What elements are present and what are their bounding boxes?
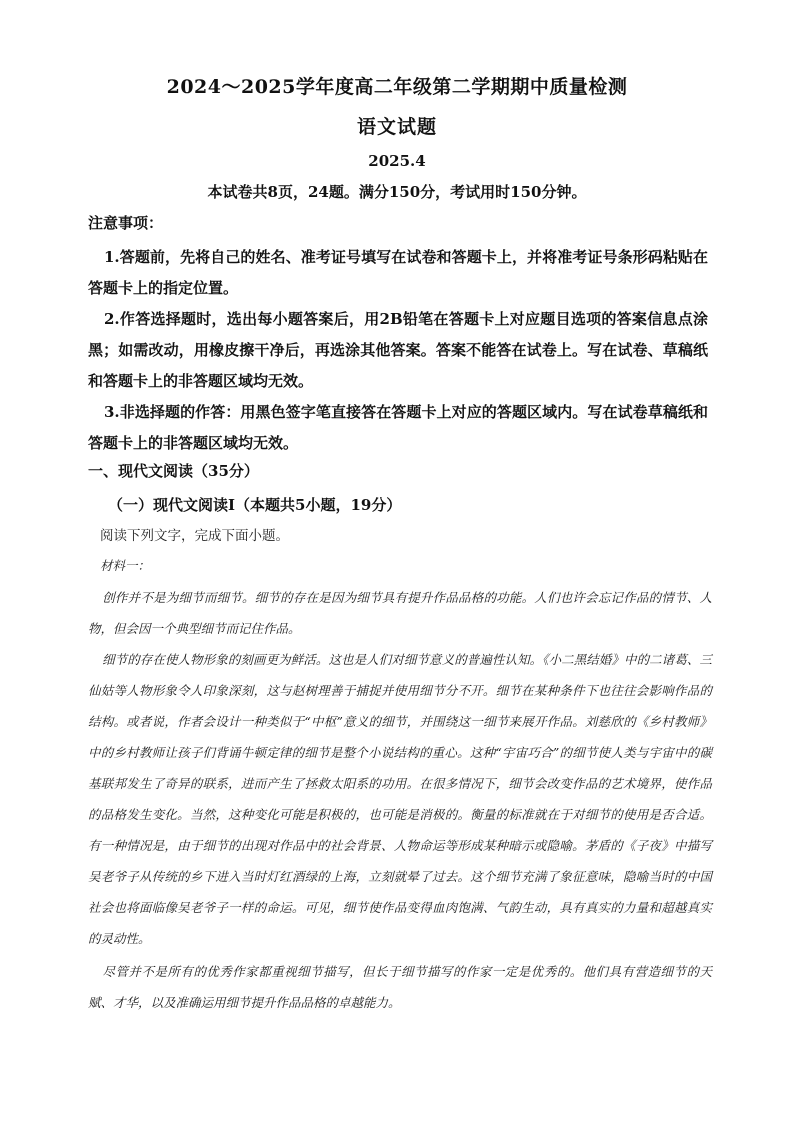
exam-subject: 语文试题 <box>356 116 437 138</box>
notice-item <box>88 397 708 459</box>
notice-item <box>88 242 708 304</box>
exam-date: 2025.4 <box>368 152 426 170</box>
notice-item-text: 1.答题前，先将自己的姓名、准考证号填写在试卷和答题卡上，并将准考证号条形码粘贴在答题卡上的指定位置。 <box>88 248 708 297</box>
notice-item-text: 2.作答选择题时，选出每小题答案后，用2B铅笔在答题卡上对应题目选项的答案信息点涂黑；如需改动，用橡皮擦干净后，再选涂其他答案。答案不能答在试卷上。写在试卷、草稿纸和答题卡上的非答题区域均无效。 <box>88 310 708 390</box>
material-paragraph-text: 尽管并不是所有的优秀作家都重视细节描写，但长于细节描写的作家一定是优秀的。他们具有营造细节的天赋、才华，以及准确运用细节提升作品品格的卓越能力。 <box>88 964 712 1010</box>
material-paragraph <box>88 644 712 954</box>
notice-heading: 注意事项： <box>88 214 164 232</box>
material-paragraph <box>88 956 712 1018</box>
exam-info: 本试卷共8页，24题。满分150分，考试用时150分钟。 <box>207 183 587 201</box>
exam-title: 2024～2025学年度高二年级第二学期期中质量检测 <box>166 76 628 98</box>
notice-item <box>88 304 708 397</box>
material-paragraph <box>88 582 712 644</box>
subsection-heading: （一）现代文阅读Ⅰ（本题共5小题，19分） <box>108 496 402 514</box>
notice-item-text: 3.非选择题的作答：用黑色签字笔直接答在答题卡上对应的答题区域内。写在试卷草稿纸和答题卡上的非答题区域均无效。 <box>88 403 708 452</box>
material-paragraph-text: 创作并不是为细节而细节。细节的存在是因为细节具有提升作品品格的功能。人们也许会忘记作品的情节、人物，但会因一个典型细节而记住作品。 <box>88 590 712 636</box>
section-heading: 一、现代文阅读（35分） <box>88 462 259 480</box>
material-paragraph-text: 细节的存在使人物形象的刻画更为鲜活。这也是人们对细节意义的普遍性认知。《小二黑结婚》中的二诸葛、三仙姑等人物形象令人印象深刻，这与赵树理善于捕捉并使用细节分不开。细节在某种条件下也往往会影响作品的结构。或者说，作者会设计一种类似于“中枢”意义的细节，并围绕这一细节来展开作品。刘慈欣的《乡村教师》中的乡村教师让孩子们背诵牛顿定律的细节是整个小说结构的重心。这种“宇宙巧合”的细节使人类与宇宙中的碳基联邦发生了奇异的联系，进而产生了拯救太阳系的功用。在很多情况下，细节会改变作品的艺术境界，使作品的品格发生变化。当然，这种变化可能是积极的，也可能是消极的。衡量的标准就在于对细节的使用是否合适。有一种情况是，由于细节的出现对作品中的社会背景、人物命运等形成某种暗示或隐喻。茅盾的《子夜》中描写吴老爷子从传统的乡下进入当时灯红酒绿的上海，立刻就晕了过去。这个细节充满了象征意味，隐喻当时的中国社会也将面临像吴老爷子一样的命运。可见，细节使作品变得血肉饱满、气韵生动，具有真实的力量和超越真实的灵动性。 <box>88 652 712 946</box>
material-label: 材料一： <box>100 558 151 573</box>
reading-instruction: 阅读下列文字，完成下面小题。 <box>100 528 289 544</box>
